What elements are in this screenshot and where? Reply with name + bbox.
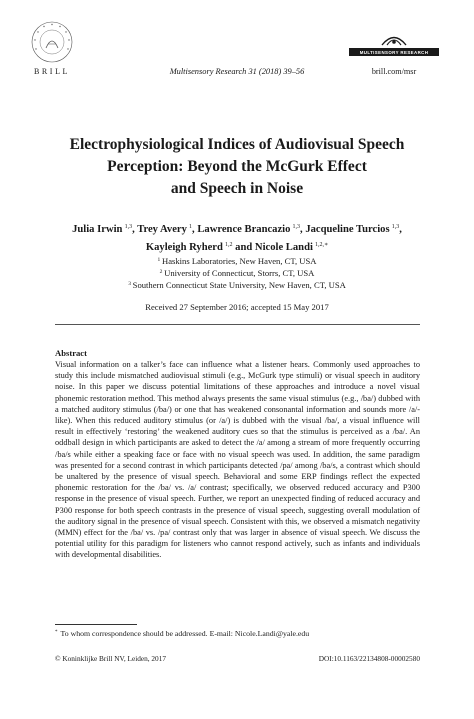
footnote-divider <box>55 624 137 625</box>
doi: DOI:10.1163/22134808-00002580 <box>318 654 420 663</box>
author-line: Kayleigh Ryherd $^{1,2}$ and Nicole Landi $^{1,2,∗}$ <box>145 242 329 253</box>
journal-reference: Multisensory Research 31 (2018) 39–56 <box>169 67 305 76</box>
affiliation-list <box>40 255 434 291</box>
title-line: Perception: Beyond the McGurk Effect <box>107 158 367 175</box>
footnote-marker: * <box>55 630 58 635</box>
author-affiliation-marker: 1,2,∗ <box>315 242 329 248</box>
author-affiliation-marker: 1,3 <box>391 224 400 230</box>
affiliation: $^3$ Southern Connecticut State University, New Haven, CT, USA <box>128 280 346 290</box>
received-dates: Received 27 September 2016; accepted 15 May 2017 <box>145 302 329 312</box>
author-name: Kayleigh Ryherd <box>145 242 223 253</box>
affiliation: $^1$ Haskins Laboratories, New Haven, CT, USA <box>157 256 317 266</box>
author-affiliation-marker: 1 <box>189 224 193 230</box>
title-line: Electrophysiological Indices of Audiovisual Speech <box>69 136 405 153</box>
author-name: Trey Avery <box>137 224 187 235</box>
author-name: Nicole Landi <box>254 242 313 253</box>
journal-logo <box>349 32 439 56</box>
copyright-notice: © Koninklijke Brill NV, Leiden, 2017 <box>55 654 167 663</box>
footnote-text: To whom correspondence should be addressed. E-mail: Nicole.Landi@yale.edu <box>60 629 310 638</box>
author-affiliation-marker: 1,3 <box>124 224 133 230</box>
brill-seal-logo <box>30 20 74 64</box>
abstract-text: Visual information on a talker’s face can influence what a listener hears. Commonly used approaches to study this include mismatched audiovisual stimuli (e.g., McGurk type stimuli) or visual speech in auditory noise. In this paper we discuss potential limitations of these approaches and introduce a novel visual phonemic restoration method. This method always presents the same visual stimulus (e.g., /ba/) dubbed with a matched auditory stimulus (/ba/) or one that has weakened consonantal information and sounds more /a/-like). When this reduced auditory stimulus (or /a/) is dubbed with the visual /ba/, a visual influence will result in effectively ‘restoring’ the weakened auditory cues so that the stimulus is perceived as a /ba/. An oddball design in which participants are asked to detect the /a/ among a stream of more frequently occurring /ba/s while either a speaking face or face with no visual speech was used. In addition, the same paradigm was presented for a second contrast in which participants detected /pa/ among /ba/s, a contrast which should be unaltered by the presence of visual speech. Behavioral and some ERP findings reflect the expected phonemic restoration for the /ba/ vs. /a/ contrast; specifically, we observed reduced accuracy and P300 response in the presence of visual speech. Further, we report an unexpected finding of reduced accuracy and P300 response for both speech contrasts in the presence of visual speech, suggesting overall modulation of the auditory signal in the presence of visual speech. Consistent with this, we observed a mismatch negativity (MMN) effect for the /ba/ vs. /pa/ contrast only that was larger in absence of visual speech. We discuss the potential utility for this paradigm for listeners who cannot respond actively, such as infants and individuals with developmental disabilities. <box>55 360 420 560</box>
abstract-heading: Abstract <box>55 348 87 358</box>
journal-logo-text: MULTISENSORY RESEARCH <box>349 48 439 56</box>
journal-logo-icon <box>374 32 414 46</box>
title-line: and Speech in Noise <box>170 180 304 197</box>
article-title <box>40 134 434 200</box>
author-name: Julia Irwin <box>72 224 123 235</box>
publisher-name: BRILL <box>33 67 71 76</box>
footnote <box>55 629 309 638</box>
section-divider <box>55 324 420 325</box>
author-list <box>40 221 434 257</box>
author-affiliation-marker: 1,2 <box>225 242 233 248</box>
author-name: Jacqueline Turcios <box>305 224 390 235</box>
affiliation: $^2$ University of Connecticut, Storrs, CT, USA <box>159 268 315 278</box>
author-affiliation-marker: 1,3 <box>292 224 301 230</box>
journal-url: brill.com/msr <box>371 67 417 76</box>
author-line: Julia Irwin $^{1,3}$, Trey Avery $^1$, Lawrence Brancazio $^{1,3}$, Jacqueline Turcios $^{1,3}$, <box>72 224 402 235</box>
author-name: Lawrence Brancazio <box>197 224 291 235</box>
